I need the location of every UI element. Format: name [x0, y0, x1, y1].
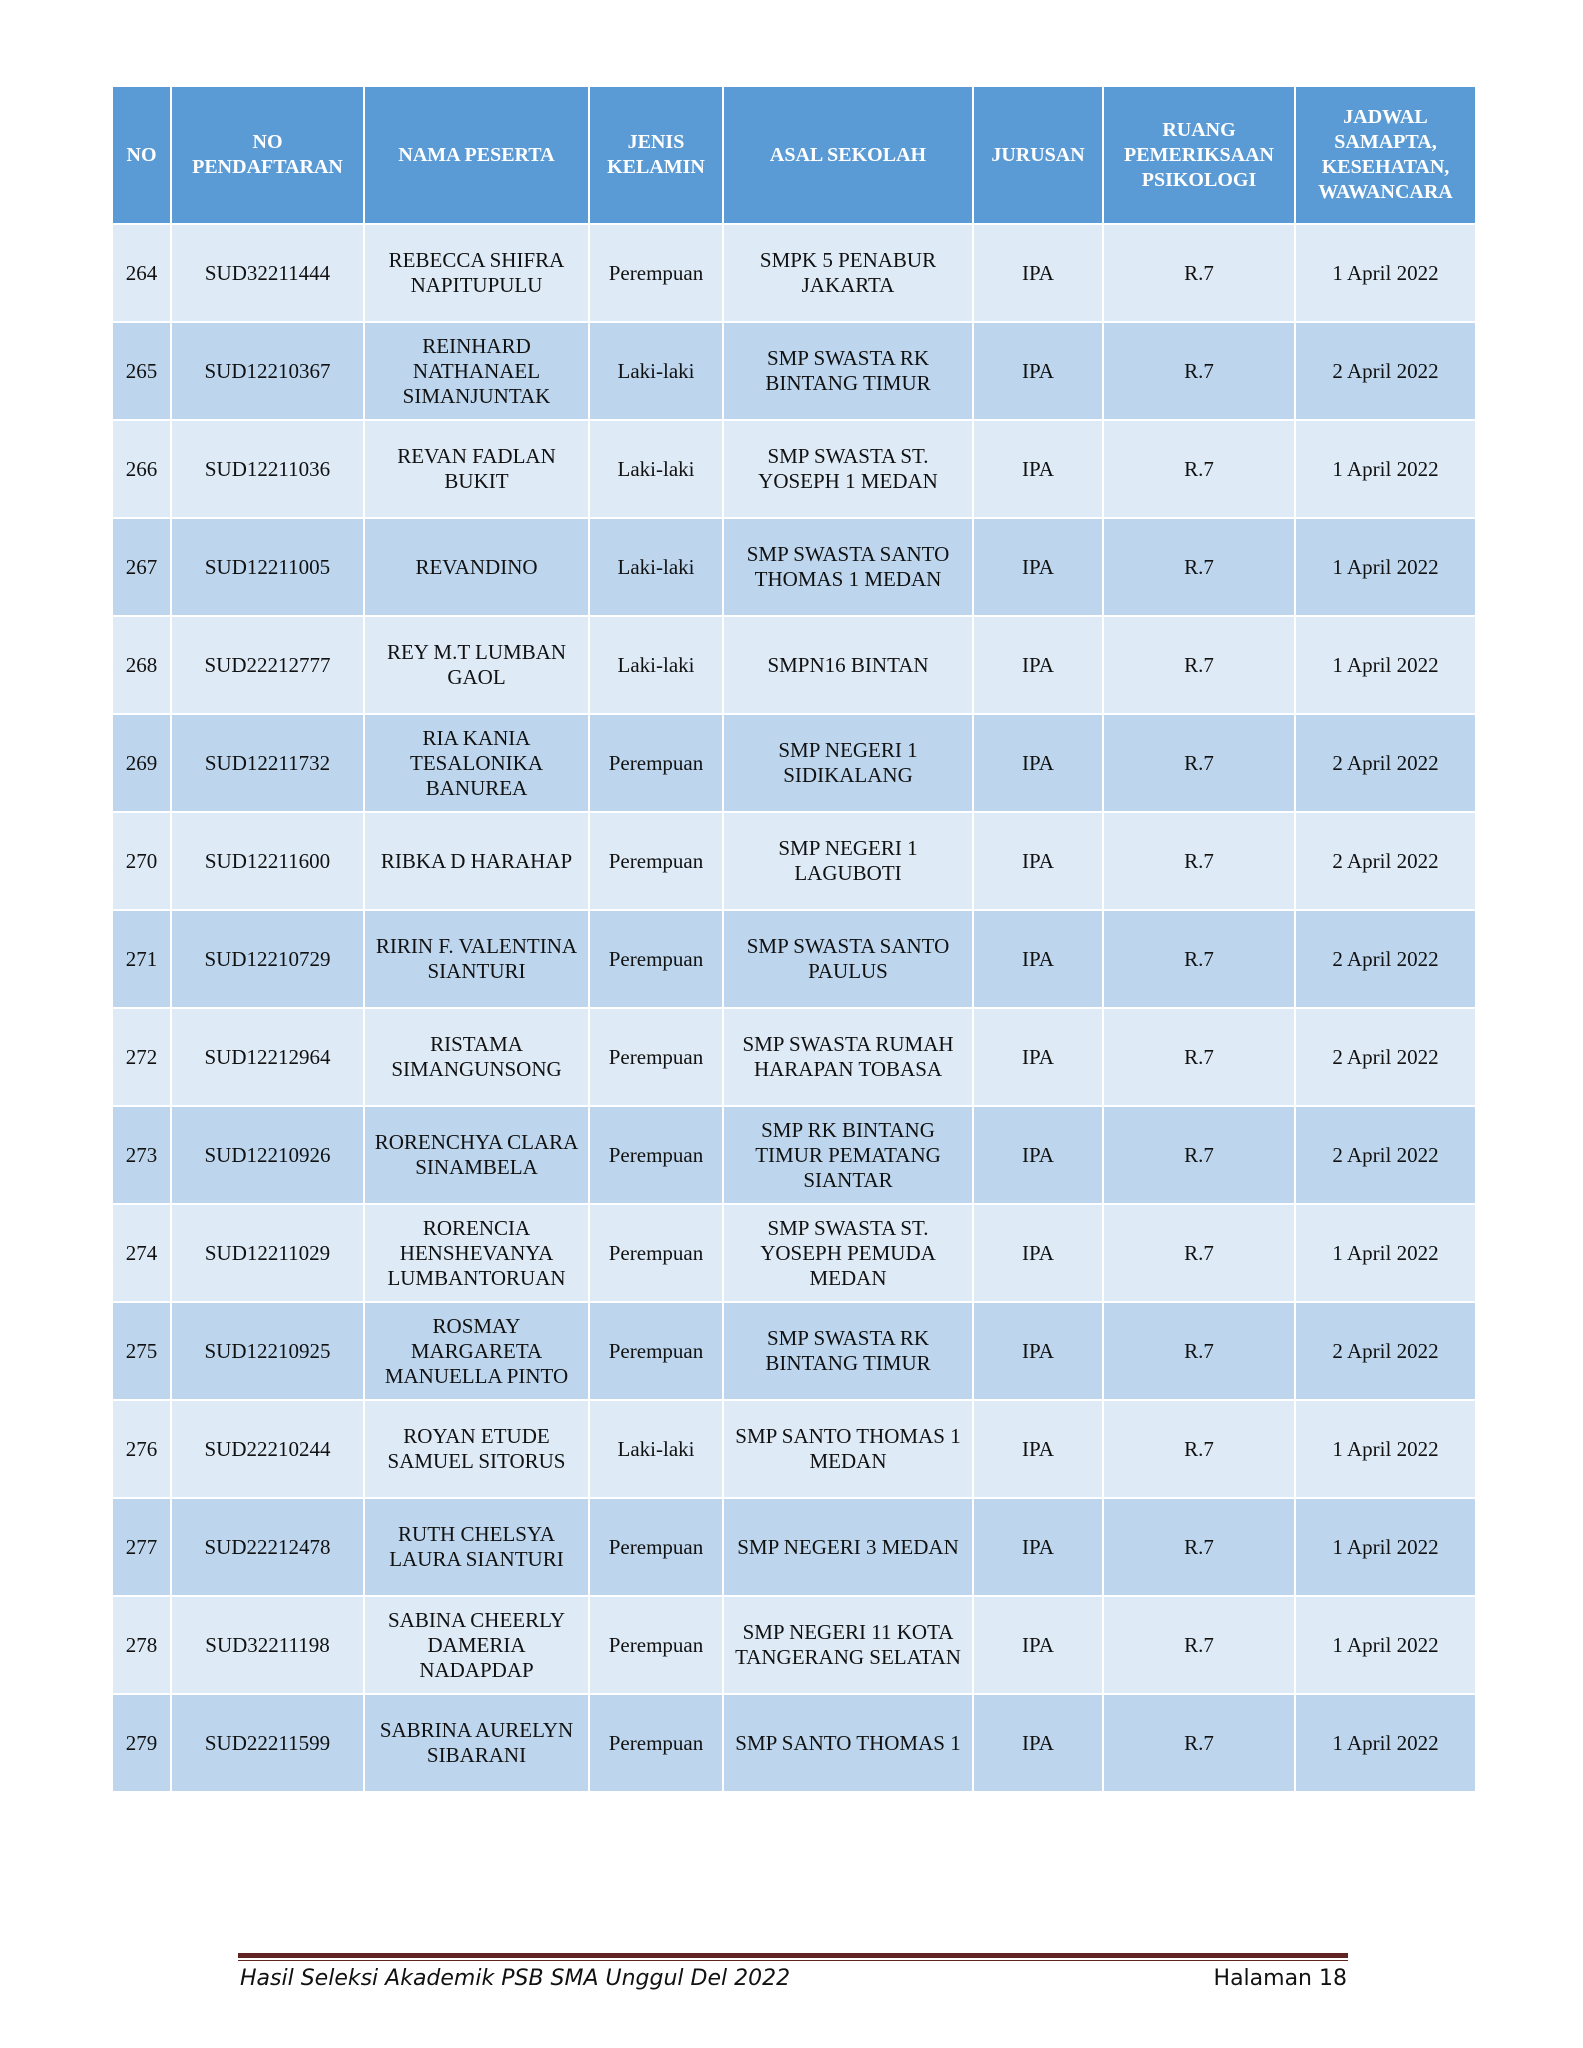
schedule-cell: 1 April 2022 [1295, 1400, 1476, 1498]
school-cell: SMPK 5 PENABUR JAKARTA [723, 224, 973, 322]
no-cell: 264 [112, 224, 171, 322]
no-cell: 268 [112, 616, 171, 714]
participant-name-cell: ROSMAY MARGARETA MANUELLA PINTO [364, 1302, 589, 1400]
major-cell: IPA [973, 1106, 1103, 1204]
gender-cell: Perempuan [589, 714, 723, 812]
table-body [112, 224, 1476, 1792]
table-row [112, 322, 1476, 420]
room-cell: R.7 [1103, 714, 1295, 812]
footer-title: Hasil Seleksi Akademik PSB SMA Unggul Del 2022 [240, 1966, 791, 1991]
participant-name-cell: SABINA CHEERLY DAMERIA NADAPDAP [364, 1596, 589, 1694]
no-cell: 269 [112, 714, 171, 812]
major-cell: IPA [973, 1008, 1103, 1106]
participant-name-cell: REINHARD NATHANAEL SIMANJUNTAK [364, 322, 589, 420]
school-cell: SMP NEGERI 11 KOTA TANGERANG SELATAN [723, 1596, 973, 1694]
major-cell: IPA [973, 910, 1103, 1008]
registration-number-cell: SUD12210729 [171, 910, 364, 1008]
room-cell: R.7 [1103, 1008, 1295, 1106]
schedule-cell: 1 April 2022 [1295, 1694, 1476, 1792]
schedule-cell: 1 April 2022 [1295, 616, 1476, 714]
no-cell: 265 [112, 322, 171, 420]
gender-cell: Perempuan [589, 1302, 723, 1400]
major-cell: IPA [973, 616, 1103, 714]
major-cell: IPA [973, 1302, 1103, 1400]
no-cell: 276 [112, 1400, 171, 1498]
schedule-cell: 2 April 2022 [1295, 714, 1476, 812]
participant-name-cell: RORENCIA HENSHEVANYA LUMBANTORUAN [364, 1204, 589, 1302]
table-row [112, 1596, 1476, 1694]
no-cell: 274 [112, 1204, 171, 1302]
school-cell: SMP SWASTA ST. YOSEPH 1 MEDAN [723, 420, 973, 518]
registration-number-cell: SUD12211600 [171, 812, 364, 910]
schedule-cell: 1 April 2022 [1295, 518, 1476, 616]
gender-cell: Perempuan [589, 910, 723, 1008]
room-cell: R.7 [1103, 420, 1295, 518]
table-row [112, 910, 1476, 1008]
school-cell: SMPN16 BINTAN [723, 616, 973, 714]
participant-name-cell: RORENCHYA CLARA SINAMBELA [364, 1106, 589, 1204]
schedule-cell: 2 April 2022 [1295, 910, 1476, 1008]
no-cell: 279 [112, 1694, 171, 1792]
header-col-nama-peserta: NAMA PESERTA [364, 86, 589, 224]
participant-name-cell: RUTH CHELSYA LAURA SIANTURI [364, 1498, 589, 1596]
schedule-cell: 2 April 2022 [1295, 1302, 1476, 1400]
gender-cell: Laki-laki [589, 322, 723, 420]
table-row [112, 1498, 1476, 1596]
gender-cell: Perempuan [589, 1596, 723, 1694]
school-cell: SMP SWASTA SANTO THOMAS 1 MEDAN [723, 518, 973, 616]
major-cell: IPA [973, 1596, 1103, 1694]
no-cell: 271 [112, 910, 171, 1008]
table-row [112, 812, 1476, 910]
no-cell: 272 [112, 1008, 171, 1106]
registration-number-cell: SUD12210925 [171, 1302, 364, 1400]
schedule-cell: 1 April 2022 [1295, 420, 1476, 518]
header-col-no-pendaftaran: NO PENDAFTARAN [171, 86, 364, 224]
room-cell: R.7 [1103, 910, 1295, 1008]
schedule-cell: 1 April 2022 [1295, 1498, 1476, 1596]
gender-cell: Perempuan [589, 1008, 723, 1106]
room-cell: R.7 [1103, 1498, 1295, 1596]
registration-number-cell: SUD12210926 [171, 1106, 364, 1204]
header-col-no: NO [112, 86, 171, 224]
major-cell: IPA [973, 1694, 1103, 1792]
school-cell: SMP NEGERI 1 SIDIKALANG [723, 714, 973, 812]
major-cell: IPA [973, 1400, 1103, 1498]
school-cell: SMP SWASTA ST. YOSEPH PEMUDA MEDAN [723, 1204, 973, 1302]
participant-name-cell: REBECCA SHIFRA NAPITUPULU [364, 224, 589, 322]
footer-rule [238, 1953, 1348, 1958]
table-header [112, 86, 1476, 224]
participant-name-cell: REY M.T LUMBAN GAOL [364, 616, 589, 714]
gender-cell: Perempuan [589, 1204, 723, 1302]
gender-cell: Laki-laki [589, 518, 723, 616]
room-cell: R.7 [1103, 1204, 1295, 1302]
major-cell: IPA [973, 518, 1103, 616]
participant-name-cell: RIA KANIA TESALONIKA BANUREA [364, 714, 589, 812]
table-row [112, 1204, 1476, 1302]
header-col-asal-sekolah: ASAL SEKOLAH [723, 86, 973, 224]
room-cell: R.7 [1103, 616, 1295, 714]
header-col-jenis-kelamin: JENIS KELAMIN [589, 86, 723, 224]
school-cell: SMP SWASTA RK BINTANG TIMUR [723, 1302, 973, 1400]
room-cell: R.7 [1103, 1400, 1295, 1498]
registration-number-cell: SUD12211029 [171, 1204, 364, 1302]
page-number: Halaman 18 [1213, 1966, 1347, 1991]
major-cell: IPA [973, 1498, 1103, 1596]
no-cell: 278 [112, 1596, 171, 1694]
room-cell: R.7 [1103, 1302, 1295, 1400]
school-cell: SMP SWASTA RUMAH HARAPAN TOBASA [723, 1008, 973, 1106]
participant-name-cell: RIRIN F. VALENTINA SIANTURI [364, 910, 589, 1008]
table-row [112, 1694, 1476, 1792]
header-row [112, 86, 1476, 224]
major-cell: IPA [973, 812, 1103, 910]
gender-cell: Perempuan [589, 1106, 723, 1204]
room-cell: R.7 [1103, 224, 1295, 322]
registration-number-cell: SUD32211444 [171, 224, 364, 322]
major-cell: IPA [973, 224, 1103, 322]
registration-number-cell: SUD22212478 [171, 1498, 364, 1596]
gender-cell: Perempuan [589, 1694, 723, 1792]
gender-cell: Laki-laki [589, 616, 723, 714]
footer-rule-thin [238, 1960, 1348, 1961]
major-cell: IPA [973, 420, 1103, 518]
table-row [112, 1302, 1476, 1400]
registration-number-cell: SUD22211599 [171, 1694, 364, 1792]
registration-number-cell: SUD32211198 [171, 1596, 364, 1694]
table-row [112, 1400, 1476, 1498]
room-cell: R.7 [1103, 1596, 1295, 1694]
table-row [112, 224, 1476, 322]
schedule-cell: 2 April 2022 [1295, 1008, 1476, 1106]
participant-name-cell: REVAN FADLAN BUKIT [364, 420, 589, 518]
major-cell: IPA [973, 714, 1103, 812]
room-cell: R.7 [1103, 1694, 1295, 1792]
schedule-cell: 1 April 2022 [1295, 1596, 1476, 1694]
no-cell: 273 [112, 1106, 171, 1204]
major-cell: IPA [973, 1204, 1103, 1302]
results-table [111, 85, 1477, 1793]
schedule-cell: 2 April 2022 [1295, 812, 1476, 910]
school-cell: SMP SWASTA SANTO PAULUS [723, 910, 973, 1008]
registration-number-cell: SUD12211732 [171, 714, 364, 812]
gender-cell: Laki-laki [589, 1400, 723, 1498]
table-row [112, 1106, 1476, 1204]
major-cell: IPA [973, 322, 1103, 420]
room-cell: R.7 [1103, 518, 1295, 616]
room-cell: R.7 [1103, 1106, 1295, 1204]
no-cell: 270 [112, 812, 171, 910]
schedule-cell: 2 April 2022 [1295, 1106, 1476, 1204]
registration-number-cell: SUD12210367 [171, 322, 364, 420]
gender-cell: Perempuan [589, 812, 723, 910]
room-cell: R.7 [1103, 812, 1295, 910]
registration-number-cell: SUD12211036 [171, 420, 364, 518]
table-row [112, 1008, 1476, 1106]
schedule-cell: 2 April 2022 [1295, 322, 1476, 420]
participant-name-cell: SABRINA AURELYN SIBARANI [364, 1694, 589, 1792]
header-col-jurusan: JURUSAN [973, 86, 1103, 224]
school-cell: SMP SWASTA RK BINTANG TIMUR [723, 322, 973, 420]
school-cell: SMP SANTO THOMAS 1 [723, 1694, 973, 1792]
gender-cell: Perempuan [589, 224, 723, 322]
header-col-ruang: RUANG PEMERIKSAAN PSIKOLOGI [1103, 86, 1295, 224]
no-cell: 277 [112, 1498, 171, 1596]
schedule-cell: 1 April 2022 [1295, 1204, 1476, 1302]
participant-name-cell: REVANDINO [364, 518, 589, 616]
table-row [112, 420, 1476, 518]
registration-number-cell: SUD12211005 [171, 518, 364, 616]
gender-cell: Perempuan [589, 1498, 723, 1596]
participant-name-cell: RISTAMA SIMANGUNSONG [364, 1008, 589, 1106]
gender-cell: Laki-laki [589, 420, 723, 518]
table-row [112, 714, 1476, 812]
header-col-jadwal: JADWAL SAMAPTA, KESEHATAN, WAWANCARA [1295, 86, 1476, 224]
no-cell: 267 [112, 518, 171, 616]
table-row [112, 616, 1476, 714]
no-cell: 275 [112, 1302, 171, 1400]
participant-name-cell: ROYAN ETUDE SAMUEL SITORUS [364, 1400, 589, 1498]
school-cell: SMP RK BINTANG TIMUR PEMATANG SIANTAR [723, 1106, 973, 1204]
no-cell: 266 [112, 420, 171, 518]
school-cell: SMP NEGERI 3 MEDAN [723, 1498, 973, 1596]
registration-number-cell: SUD22212777 [171, 616, 364, 714]
school-cell: SMP NEGERI 1 LAGUBOTI [723, 812, 973, 910]
table-row [112, 518, 1476, 616]
room-cell: R.7 [1103, 322, 1295, 420]
school-cell: SMP SANTO THOMAS 1 MEDAN [723, 1400, 973, 1498]
registration-number-cell: SUD12212964 [171, 1008, 364, 1106]
schedule-cell: 1 April 2022 [1295, 224, 1476, 322]
participant-name-cell: RIBKA D HARAHAP [364, 812, 589, 910]
registration-number-cell: SUD22210244 [171, 1400, 364, 1498]
